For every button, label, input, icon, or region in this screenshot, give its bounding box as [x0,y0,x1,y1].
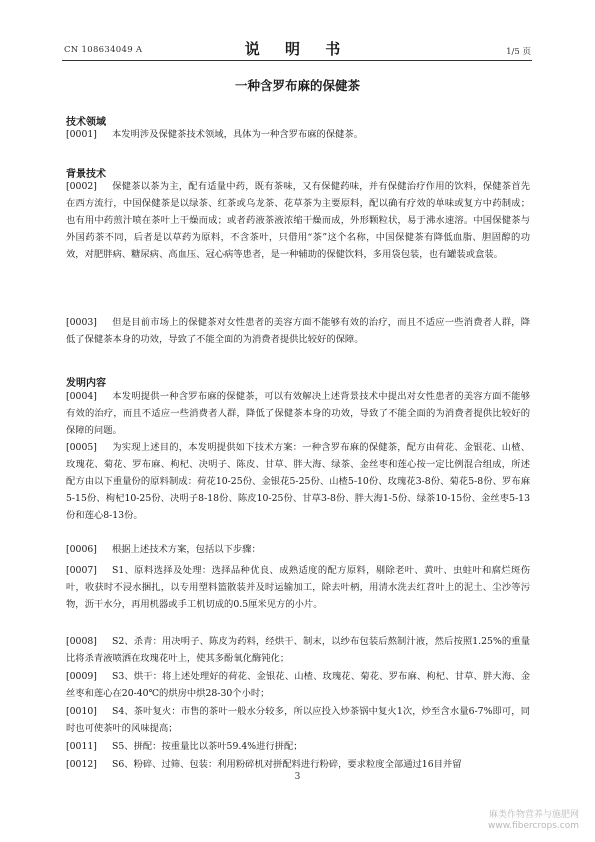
paragraph-number: [0008] [66,636,97,647]
paragraph-text: 但是目前市场上的保健茶对女性患者的美容方面不能够有效的治疗，而且不适应一些消费者人群，降低了保健茶本身的功效，导致了不能全面的为消费者提供比较好的保障。 [66,317,530,345]
section-heading-tech-field: 技术领域 [66,117,106,128]
doc-number: CN 108634049 A [64,45,143,55]
paragraph-number: [0002] [66,181,97,192]
paragraph-text: S2、杀青：用决明子、陈皮为药料，经烘干、制末，以纱布包装后熬制汁液，然后按照1.25%的重量比将杀青液喷洒在玫瑰花叶上，使其多酚氧化酶钝化； [66,636,530,664]
paragraph-0002 [66,178,530,263]
header-rule [62,60,532,61]
paragraph-0010 [66,703,530,737]
paragraph-text: 本发明涉及保健茶技术领域，具体为一种含罗布麻的保健茶。 [112,129,364,140]
paragraph-number: [0011] [66,741,97,752]
paragraph-number: [0001] [66,129,97,140]
doc-type: 说 明 书 [244,40,351,58]
paragraph-0006 [66,541,530,558]
paragraph-0007 [66,562,530,613]
paragraph-0008 [66,633,530,667]
page-of: 1/5 页 [506,47,531,57]
paragraph-0012 [66,756,530,773]
section-heading-content: 发明内容 [66,378,106,389]
paragraph-number: [0005] [66,442,97,453]
paragraph-number: [0003] [66,317,97,328]
page-number: 3 [294,772,301,782]
paragraph-0005 [66,439,530,524]
paragraph-0011 [66,738,530,755]
paragraph-text: S4、茶叶复火：市售的茶叶一般水分较多，所以应投入炒茶锅中复火1次，炒至含水量6-7%即可，同时也可使茶叶的风味提高； [66,706,530,734]
paragraph-0001 [66,126,530,143]
paragraph-text: 本发明提供一种含罗布麻的保健茶，可以有效解决上述背景技术中提出对女性患者的美容方面不能够有效的治疗，而且不适应一些消费者人群，降低了保健茶本身的功效，导致了不能全面的为消费者提供比较好的保障的问题。 [66,391,530,436]
paragraph-0003 [66,314,530,348]
paragraph-text: S3、烘干：将上述处理好的荷花、金银花、山楂、玫瑰花、菊花、罗布麻、枸杞、甘草、胖大海、金丝枣和莲心在20-40℃的烘房中烘28-30个小时； [66,671,530,699]
paragraph-number: [0010] [66,706,97,717]
paragraph-0009 [66,668,530,702]
page-title: 一种含罗布麻的保健茶 [234,78,360,93]
watermark-line-2: www.fibercrops.com [488,821,579,831]
paragraph-text: 为实现上述目的，本发明提供如下技术方案：一种含罗布麻的保健茶，配方由荷花、金银花、山楂、玫瑰花、菊花、罗布麻、枸杞、决明子、陈皮、甘草、胖大海、绿茶、金丝枣和莲心按一定比例混合组成，所述配方由以下重量份的原料制成：荷花10-25份、金银花5-25份、山楂5-10份、玫瑰花3-8份、菊花5-8份、罗布麻5-15份、枸杞10-25份、决明子8-18份、陈皮10-25份、甘草3-8份、胖大海1-5份、绿茶10-15份、金丝枣5-13份和莲心8-13份。 [66,442,530,521]
paragraph-number: [0007] [66,565,97,576]
paragraph-text: S5、拼配：按重量比以茶叶59.4%进行拼配； [112,741,303,752]
paragraph-number: [0006] [66,544,97,555]
paragraph-text: 根据上述技术方案，包括以下步骤： [112,544,261,555]
paragraph-number: [0012] [66,759,97,770]
paragraph-text: 保健茶以茶为主，配有适量中药，既有茶味，又有保健药味，并有保健治疗作用的饮料，保健茶首先在西方流行，中国保健茶是以绿茶、红茶或乌龙茶、花草茶为主要原料，配以确有疗效的单味或复方中药制成；也有用中药煎汁喷在茶叶上干燥而成；或者药液茶液浓缩干燥而成，外形颗粒状，易于沸水速溶。中国保健茶与外国药茶不同，后者是以草药为原料，不含茶叶，只借用“茶”这个名称，中国保健茶有降低血脂、胆固醇的功效，对肥胖病、糖尿病、高血压、冠心病等患者，是一种辅助的保健饮料，多用袋包装，也有罐装或盒装。 [66,181,530,260]
section-heading-background: 背景技术 [66,169,106,180]
watermark [488,810,579,832]
paragraph-text: S6、粉碎、过筛、包装：利用粉碎机对拼配料进行粉碎，要求粒度全部通过16目并留 [112,759,462,770]
paragraph-number: [0004] [66,391,97,402]
paragraph-text: S1、原料选择及处理：选择品种优良、成熟适度的配方原料，剔除老叶、黄叶、虫蛀叶和腐烂斑伤叶，收获时不浸水捆扎，以专用塑料篮散装并及时运输加工，除去叶柄，用清水洗去红苕叶上的泥土、尘沙等污物，沥干水分，再用机器或手工机切成的0.5厘米见方的小片。 [66,565,530,610]
paragraph-number: [0009] [66,671,97,682]
paragraph-0004 [66,388,530,439]
watermark-line-1: 麻类作物营养与施肥网 [488,810,579,820]
